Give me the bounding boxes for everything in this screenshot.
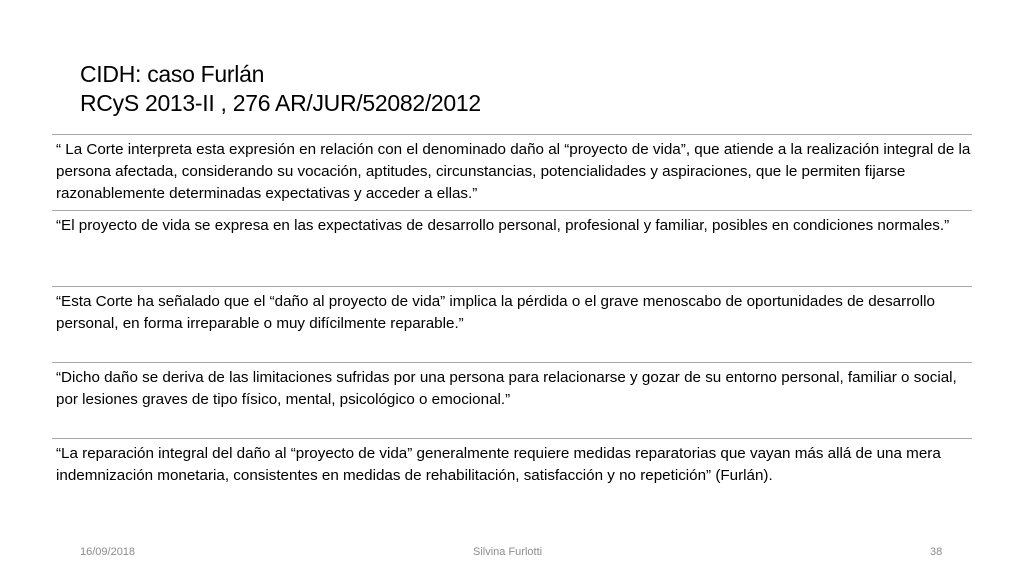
divider-2 [52,210,972,211]
paragraph-2: “El proyecto de vida se expresa en las expectativas de desarrollo personal, profesional y familiar, posibles en condiciones normales.” [56,217,950,234]
footer-date: 16/09/2018 [80,546,136,558]
footer-author: Silvina Furlotti [473,546,543,558]
footer-page-number: 38 [930,546,943,558]
paragraph-3: “Esta Corte ha señalado que el “daño al proyecto de vida” implica la pérdida o el grave menoscabo de oportunidades de desarrollo personal, en forma irreparable o muy difícilmente reparable.” [56,293,935,332]
divider-4 [52,362,972,363]
paragraph-4: “Dicho daño se deriva de las limitaciones sufridas por una persona para relacionarse y gozar de su entorno personal, familiar o social, por lesiones graves de tipo físico, mental, psicológico o emocional.” [56,369,957,408]
slide-title-line-2: RCyS 2013-II , 276 AR/JUR/52082/2012 [80,90,481,116]
slide-title-line-1: CIDH: caso Furlán [80,61,265,87]
divider-3 [52,286,972,287]
paragraph-5: “La reparación integral del daño al “proyecto de vida” generalmente requiere medidas reparatorias que vayan más allá de una mera indemnización monetaria, consistentes en medidas de rehabilitación, satisfacción y no repetición” (Furlán). [56,445,941,484]
slide-title [80,60,940,118]
divider-5 [52,438,972,439]
divider-1 [52,134,972,135]
paragraph-1: “ La Corte interpreta esta expresión en relación con el denominado daño al “proyecto de vida”, que atiende a la realización integral de la persona afectada, considerando su vocación, aptitudes, circunstancias, potencialidades y aspiraciones, que le permiten fijarse razonablemente determinadas expectativas y acceder a ellas.” [56,141,971,202]
